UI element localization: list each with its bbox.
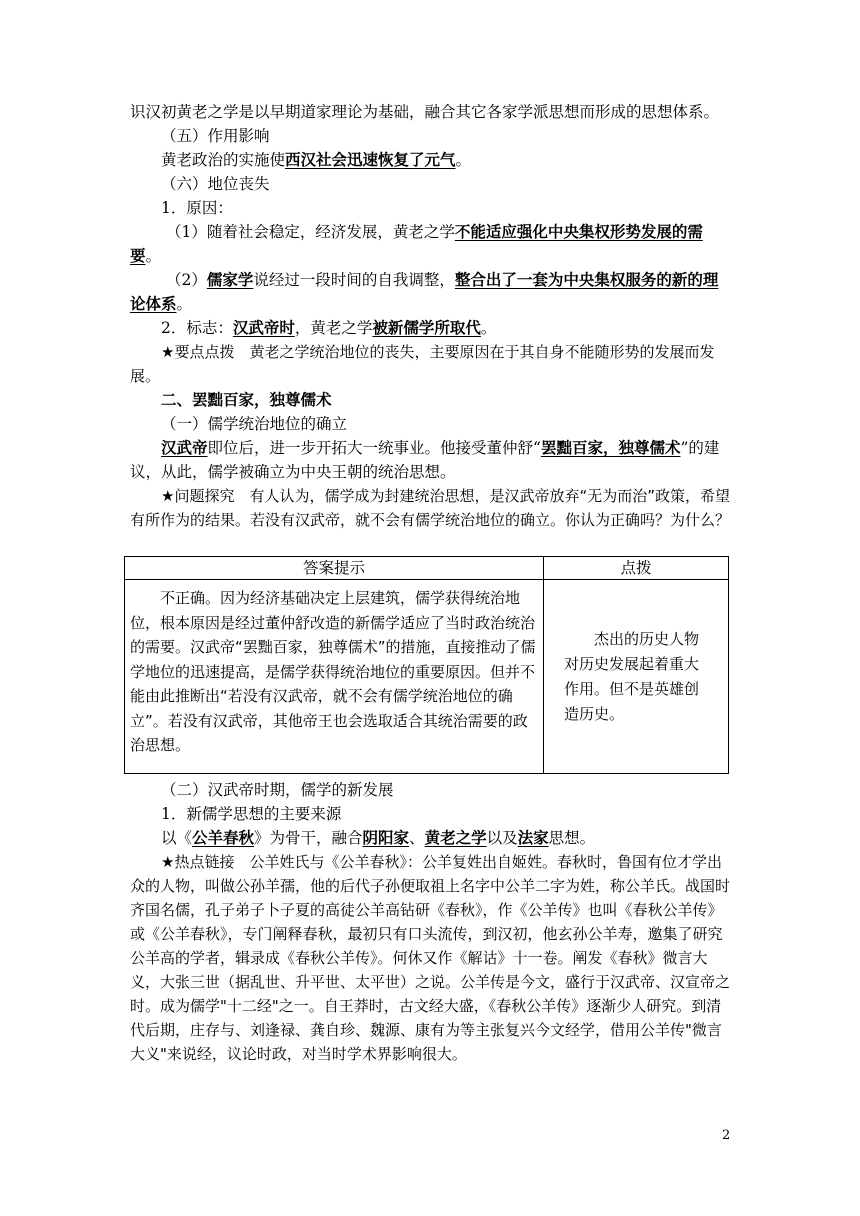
- hot-link-paragraph: ★热点链接 公羊姓氏与《公羊春秋》：公羊复姓出自姬姓。春秋时，鲁国有位才学出众的人物，叫做公孙羊孺，他的后代子孙便取祖上名字中公羊二字为姓，称公羊氏。战国时齐国名儒，孔子弟子卜子夏的高徒公羊高钻研《春秋》，作《公羊传》也叫《春秋公羊传》或《公羊春秋》，专门阐释春秋，最初只有口头流传，到汉初，他玄孙公羊寿，邀集了研究公羊高的学者，辑录成《春秋公羊传》。何休又作《解诂》十一卷。阐发《春秋》微言大义，大张三世（据乱世、升平世、太平世）之说。公羊传是今文，盛行于汉武帝、汉宣帝之时。成为儒学"十二经"之一。自王莽时，古文经大盛，《春秋公羊传》逐渐少人研究。到清代后期，庄存与、刘逢禄、龚自珍、魏源、康有为等主张复兴今文经学，借用公羊传"微言大义"来说经，议论时政，对当时学术界影响很大。: [130, 853, 731, 1063]
- key-point: 汉武帝: [161, 438, 208, 457]
- key-point: 汉武帝时: [232, 318, 295, 337]
- paragraph-reason-1: （1）随着社会稳定，经济发展，黄老之学不能适应强化中央集权形势发展的需要。: [130, 222, 703, 265]
- paragraph-intro: 识汉初黄老之学是以早期道家理论为基础，融合其它各家学派思想而形成的思想体系。: [130, 103, 720, 121]
- paragraph-establish: 汉武帝即位后，进一步开拓大一统事业。他接受董仲舒“罢黜百家，独尊儒术”的建议，从此，儒学被确立为中央王朝的统治思想。: [130, 438, 720, 481]
- key-point: 西汉社会迅速恢复了元气: [285, 150, 456, 169]
- key-point: 公羊春秋: [192, 828, 255, 847]
- section-heading-2: 二、罢黜百家，独尊儒术: [161, 390, 332, 409]
- paragraph-sources: 以《公羊春秋》为骨干，融合阴阳家、黄老之学以及法家思想。: [161, 828, 596, 847]
- answer-table: [124, 556, 729, 774]
- lower-content: [130, 778, 730, 1066]
- table-cell-tip: 杰出的历史人物对历史发展起着重大作用。但不是英雄创造历史。: [544, 580, 729, 774]
- tip-paragraph: ★要点点拨 黄老之学统治地位的丧失，主要原因在于其自身不能随形势的发展而发展。: [130, 343, 715, 385]
- heading-decline: （六）地位丧失: [161, 175, 270, 193]
- key-point: 黄老之学: [424, 828, 487, 847]
- subheading-new-development: （二）汉武帝时期，儒学的新发展: [161, 781, 394, 799]
- page-number: 2: [722, 1128, 731, 1143]
- key-point: 整合出了一套为中央集权服务的新的理论体系: [130, 270, 719, 313]
- subheading-sources: 1．新儒学思想的主要来源: [161, 805, 342, 823]
- key-point: 不能适应强化中央集权形势发展的需要: [130, 222, 703, 265]
- paragraph-influence: 黄老政治的实施使西汉社会迅速恢复了元气。: [161, 150, 472, 169]
- key-point: 被新儒学所取代: [372, 318, 481, 337]
- upper-content: [130, 100, 730, 532]
- key-point: 罢黜百家，独尊儒术: [540, 438, 681, 457]
- heading-reason: 1．原因：: [161, 199, 233, 217]
- paragraph-reason-2: （2）儒家学说经过一段时间的自我调整，整合出了一套为中央集权服务的新的理论体系。: [130, 270, 719, 313]
- subheading-establish: （一）儒学统治地位的确立: [161, 415, 348, 433]
- table-cell-answer: 不正确。因为经济基础决定上层建筑，儒学获得统治地位，根本原因是经过董仲舒改造的新儒学适应了当时政治统治的需要。汉武帝“罢黜百家，独尊儒术”的措施，直接推动了儒学地位的迅速提高，是儒学获得统治地位的重要原因。但并不能由此推断出“若没有汉武帝，就不会有儒学统治地位的确立”。若没有汉武帝，其他帝王也会选取适合其统治需要的政治思想。: [125, 580, 544, 774]
- heading-influence: （五）作用影响: [161, 127, 270, 145]
- key-point: 儒家学: [206, 270, 254, 289]
- key-point: 法家: [517, 828, 549, 847]
- table-header-tip: 点拨: [544, 557, 729, 580]
- question-paragraph: ★问题探究 有人认为，儒学成为封建统治思想，是汉武帝放弃“无为而治”政策，希望有所作为的结果。若没有汉武帝，就不会有儒学统治地位的确立。你认为正确吗？为什么？: [130, 487, 731, 529]
- paragraph-sign: 2．标志：汉武帝时，黄老之学被新儒学所取代。: [161, 318, 497, 337]
- table-header-answer: 答案提示: [125, 557, 544, 580]
- key-point: 阴阳家: [362, 828, 410, 847]
